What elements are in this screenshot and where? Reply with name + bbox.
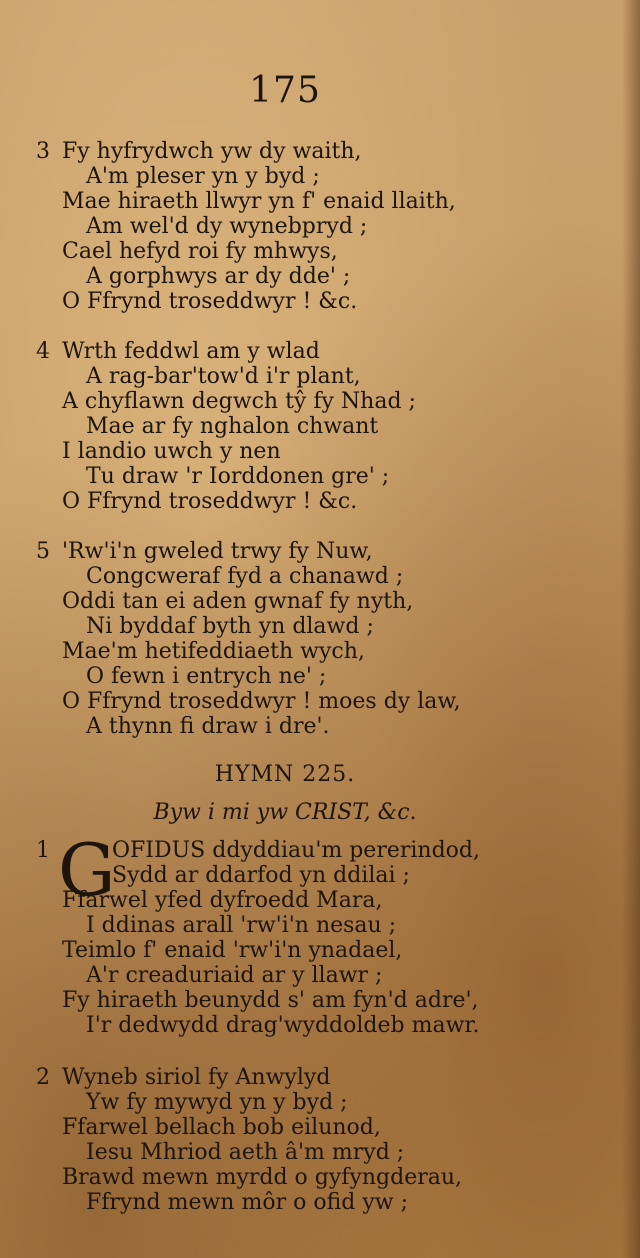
verse-line: O Ffrynd troseddwyr ! &c.: [62, 489, 358, 514]
verse-number: 4: [36, 339, 50, 364]
verse-line: Mae ar fy nghalon chwant: [86, 414, 379, 439]
verse-line: O fewn i entrych ne' ;: [86, 664, 327, 689]
verse-line: Mae'm hetifeddiaeth wych,: [62, 639, 365, 664]
verse-line: A'm pleser yn y byd ;: [86, 164, 320, 189]
verse-line: Ni byddaf byth yn dlawd ;: [86, 614, 374, 639]
verse-line: Congcweraf fyd a chanawd ;: [86, 564, 404, 589]
verse-line: A gorphwys ar dy dde' ;: [86, 264, 351, 289]
verse-line: Ffarwel bellach bob eilunod,: [62, 1115, 381, 1140]
verse-line: A'r creaduriaid ar y llawr ;: [86, 963, 383, 988]
verse-line: Fy hyfrydwch yw dy waith,: [62, 139, 362, 164]
verse-line: Brawd mewn myrdd o gyfyngderau,: [62, 1165, 463, 1190]
verse-line: I'r dedwydd drag'wyddoldeb mawr.: [86, 1013, 480, 1038]
verse-line: O Ffrynd troseddwyr ! &c.: [62, 289, 358, 314]
verse-line: Wyneb siriol fy Anwylyd: [62, 1065, 331, 1090]
verse-line: Oddi tan ei aden gwnaf fy nyth,: [62, 589, 414, 614]
verse-line: Ffarwel yfed dyfroedd Mara,: [62, 888, 383, 913]
verse-line: Cael hefyd roi fy mhwys,: [62, 239, 338, 264]
verse-line: 'Rw'i'n gweled trwy fy Nuw,: [62, 539, 373, 564]
verse-line: Tu draw 'r Iorddonen gre' ;: [86, 464, 390, 489]
verse-line: Teimlo f' enaid 'rw'i'n ynadael,: [62, 938, 403, 963]
verse-line: Sydd ar ddarfod yn ddilai ;: [112, 863, 410, 888]
verse-line: Yw fy mywyd yn y byd ;: [86, 1090, 348, 1115]
verse-line: Wrth feddwl am y wlad: [62, 339, 320, 364]
verse-line: Ffrynd mewn môr o ofid yw ;: [86, 1190, 408, 1215]
verse-line: Mae hiraeth llwyr yn f' enaid llaith,: [62, 189, 456, 214]
verse-line: Fy hiraeth beunydd s' am fyn'd adre',: [62, 988, 479, 1013]
verse-line: I ddinas arall 'rw'i'n nesau ;: [86, 913, 397, 938]
verse-line: A rag-bar'tow'd i'r plant,: [86, 364, 361, 389]
verse-number: 5: [36, 539, 50, 564]
page-number: 175: [249, 70, 321, 111]
verse-number: 2: [36, 1065, 50, 1090]
verse-number: 3: [36, 139, 50, 164]
verse-line: Iesu Mhriod aeth â'm mryd ;: [86, 1140, 405, 1165]
verse-line: I landio uwch y nen: [62, 439, 281, 464]
page-edge-shadow: [622, 0, 640, 1258]
verse-line: OFIDUS ddyddiau'm pererindod,: [112, 838, 480, 863]
hymn-title: HYMN 225.: [214, 762, 356, 787]
hymn-subtitle: Byw i mi yw CRIST, &c.: [153, 800, 417, 825]
verse-line: A thynn fi draw i dre'.: [86, 714, 330, 739]
verse-line: Am wel'd dy wynebpryd ;: [86, 214, 368, 239]
drop-capital: G: [58, 828, 116, 912]
verse-number: 1: [36, 838, 50, 863]
verse-line: A chyflawn degwch tŷ fy Nhad ;: [62, 389, 416, 414]
verse-line: O Ffrynd troseddwyr ! moes dy law,: [62, 689, 461, 714]
